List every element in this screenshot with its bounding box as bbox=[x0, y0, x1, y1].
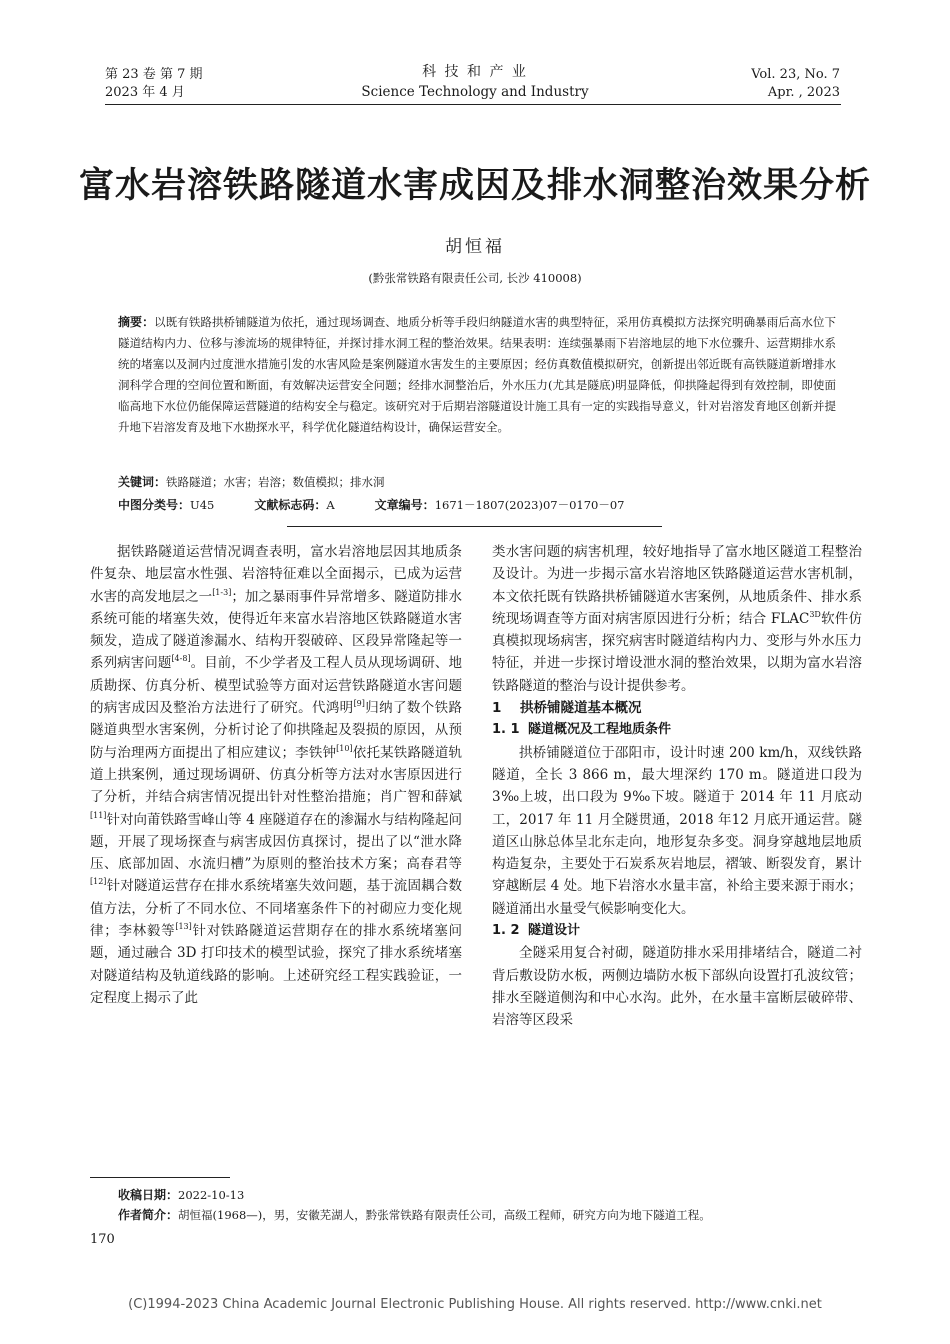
classification-line bbox=[118, 495, 836, 515]
doc-code-label: 文献标志码： bbox=[254, 498, 327, 512]
text-run: 针对隧道运营存在排水系统堵塞失效问题，基于流固耦合数值方法，分析了不同水位、不同堵塞条件下的衬砌应力变化规律；李林毅等 bbox=[90, 878, 462, 940]
text-run: 针对铁路隧道运营期存在的排水系统堵塞问题，通过融合 3D 打印技术的模型试验，探究了排水系统堵塞对隧道结构及轨道线路的影响。上述研究经工程实践验证，一定程度上揭示了此 bbox=[90, 923, 463, 1006]
received-date bbox=[118, 1187, 244, 1203]
abstract-label: 摘要： bbox=[118, 315, 155, 329]
section-title: 拱桥铺隧道基本概况 bbox=[520, 700, 642, 717]
text-run: 软件仿真模拟现场病害，探究病害时隧道结构内力、变形与外水压力特征，并进一步探讨增设泄水洞的整治效果，以期为富水岩溶铁路隧道的整治与设计提供参考。 bbox=[492, 610, 863, 694]
body-column-left bbox=[90, 541, 462, 1009]
superscript: 3D bbox=[809, 609, 821, 619]
text-run: 据铁路隧道运营情况调查表明，富水岩溶地层因其地质条件复杂、地层富水性强、岩溶特征难以全面揭示，已成为运营水害的高发地层之一 bbox=[90, 544, 462, 605]
article-no-value: 1671－1807(2023)07－0170－07 bbox=[434, 498, 625, 512]
subsection-number: 1. 2 bbox=[492, 923, 520, 939]
section-heading bbox=[492, 697, 862, 719]
text-run: ；加之暴雨事件异常增多、隧道防排水系统可能的堵塞失效，使得近年来富水岩溶地区铁路隧道水害频发，造成了隧道渗漏水、结构开裂破碎、区段异常隆起等一系列病害问题 bbox=[90, 588, 463, 672]
intro-continuation bbox=[492, 541, 862, 697]
header-year-month: 2023 年 4 月 bbox=[105, 85, 185, 100]
author-bio-label: 作者简介： bbox=[118, 1208, 179, 1222]
subsection-heading bbox=[492, 920, 862, 942]
copyright-notice: (C)1994-2023 China Academic Journal Electronic Publishing House. All rights reserved. http://www.cnki.net bbox=[128, 1297, 822, 1312]
text-run: 类水害问题的病害机理，较好地指导了富水地区隧道工程整治及设计。为进一步揭示富水岩溶地区铁路隧道运营水害机制，本文依托既有铁路拱桥铺隧道水害案例，从地质条件、排水系统现场调查等方面对病害原因进行分析；结合 FLAC bbox=[492, 544, 862, 627]
text-run: 归纳了数个铁路隧道典型水害案例，分析讨论了仰拱隆起及裂损的原因，从预防与治理两方面提出了相应建议；李铁钟 bbox=[90, 700, 463, 761]
citation: [10] bbox=[336, 743, 353, 753]
header-journal-cn: 科 技 和 产 业 bbox=[422, 64, 528, 80]
text-run: 。目前，不少学者及工程人员从现场调研、地质勘探、仿真分析、模型试验等方面对运营铁路隧道水害问题的病害成因及整治方法进行了研究。代鸿明 bbox=[90, 655, 463, 717]
text-run: 依托某铁路隧道轨道上拱案例，通过现场调研、仿真分析等方法对水害原因进行了分析，并结合病害情况提出针对性整治措施；肖广智和薛斌 bbox=[90, 744, 463, 806]
received-label: 收稿日期： bbox=[118, 1188, 179, 1202]
body-column-right bbox=[492, 541, 862, 1032]
keywords bbox=[118, 472, 836, 493]
header-vol-en: Vol. 23, No. 7 bbox=[751, 67, 840, 82]
citation: [9] bbox=[353, 699, 365, 709]
citation: [1-3] bbox=[212, 587, 232, 597]
article-no-label: 文章编号： bbox=[374, 498, 435, 512]
section-number: 1 bbox=[492, 700, 502, 717]
author-bio bbox=[118, 1207, 838, 1223]
citation: [4-8] bbox=[171, 654, 191, 664]
header-rule bbox=[105, 104, 841, 105]
abstract-text: 以既有铁路拱桥铺隧道为依托，通过现场调查、地质分析等手段归纳隧道水害的典型特征，采用仿真模拟方法探究明确暴雨后高水位下隧道结构内力、位移与渗流场的规律特征，并探讨排水洞工程的整治效果。结果表明：连续强暴雨下岩溶地层的地下水位骤升、运营期排水系统的堵塞以及洞内过度泄水措施引发的水害风险是案例隧道水害发生的主要原因；经仿真数值模拟研究，创新提出邻近既有高铁隧道新增排水洞科学合理的空间位置和断面，有效解决运营安全问题；经排水洞整治后，外水压力(尤其是隧底)明显降低，仰拱隆起得到有效控制，即使面临高地下水位仍能保障运营隧道的结构安全与稳定。该研究对于后期岩溶隧道设计施工具有一定的实践指导意义，针对岩溶发育地区创新并提升地下岩溶发育及地下水勘探水平，科学优化隧道结构设计，确保运营安全。 bbox=[118, 315, 836, 434]
received-value: 2022-10-13 bbox=[178, 1188, 245, 1202]
page-number: 170 bbox=[90, 1232, 115, 1247]
overview-paragraph: 拱桥铺隧道位于邵阳市，设计时速 200 km/h，双线铁路隧道，全长 3 866 m，最大埋深约 170 m。隧道进口段为 3‰上坡，出口段为 9‰下坡。隧道于 2014 年 11 月底动工，2017 年 11 月全隧贯通，2018 年12 月底开通运营。隧道区山脉总体呈北东走向，地形复杂多变。洞身穿越地层地质构造复杂，主要处于石炭系灰岩地层，褶皱、断裂发育，累计穿越断层 4 处。地下岩溶水水量丰富，补给主要来源于雨水；隧道涌出水量受气候影响变化大。 bbox=[492, 744, 862, 917]
clc-label: 中图分类号： bbox=[118, 498, 191, 512]
subsection-heading bbox=[492, 719, 862, 741]
design-paragraph: 全隧采用复合衬砌，隧道防排水采用排堵结合，隧道二衬背后敷设防水板，两侧边墙防水板下部纵向设置打孔波纹管；排水至隧道侧沟和中心水沟。此外，在水量丰富断层破碎带、岩溶等区段采 bbox=[492, 945, 862, 1029]
doc-code-value: A bbox=[326, 498, 335, 512]
author-name: 胡恒福 bbox=[445, 237, 505, 257]
subsection-number: 1. 1 bbox=[492, 722, 520, 738]
footnote-rule bbox=[90, 1177, 230, 1178]
intro-paragraph bbox=[90, 541, 462, 1009]
text-run: 针对向莆铁路雪峰山等 4 座隧道存在的渗漏水与结构隆起问题，开展了现场探查与病害成因仿真探讨，提出了以“泄水降压、底部加固、水流归槽”为原则的整治技术方案；高春君等 bbox=[90, 811, 462, 873]
abstract-divider bbox=[287, 526, 662, 527]
subsection-title: 隧道设计 bbox=[528, 923, 581, 939]
header-date-en: Apr. , 2023 bbox=[767, 85, 840, 100]
header-journal-en: Science Technology and Industry bbox=[361, 84, 589, 100]
keywords-text: 铁路隧道；水害；岩溶；数值模拟；排水洞 bbox=[166, 475, 385, 489]
paper-title: 富水岩溶铁路隧道水害成因及排水洞整治效果分析 bbox=[78, 166, 871, 206]
citation: [12] bbox=[90, 877, 107, 887]
keywords-label: 关键词： bbox=[118, 475, 167, 489]
citation: [11] bbox=[90, 810, 107, 820]
subsection-title: 隧道概况及工程地质条件 bbox=[528, 722, 672, 738]
author-bio-text: 胡恒福(1968—)，男，安徽芜湖人，黔张常铁路有限责任公司，高级工程师，研究方向为地下隧道工程。 bbox=[178, 1208, 711, 1222]
clc-value: U45 bbox=[190, 498, 215, 512]
header-vol-issue: 第 23 卷 第 7 期 bbox=[105, 67, 203, 82]
abstract bbox=[118, 312, 836, 438]
affiliation: (黔张常铁路有限责任公司, 长沙 410008) bbox=[368, 271, 582, 285]
citation: [13] bbox=[175, 922, 192, 932]
